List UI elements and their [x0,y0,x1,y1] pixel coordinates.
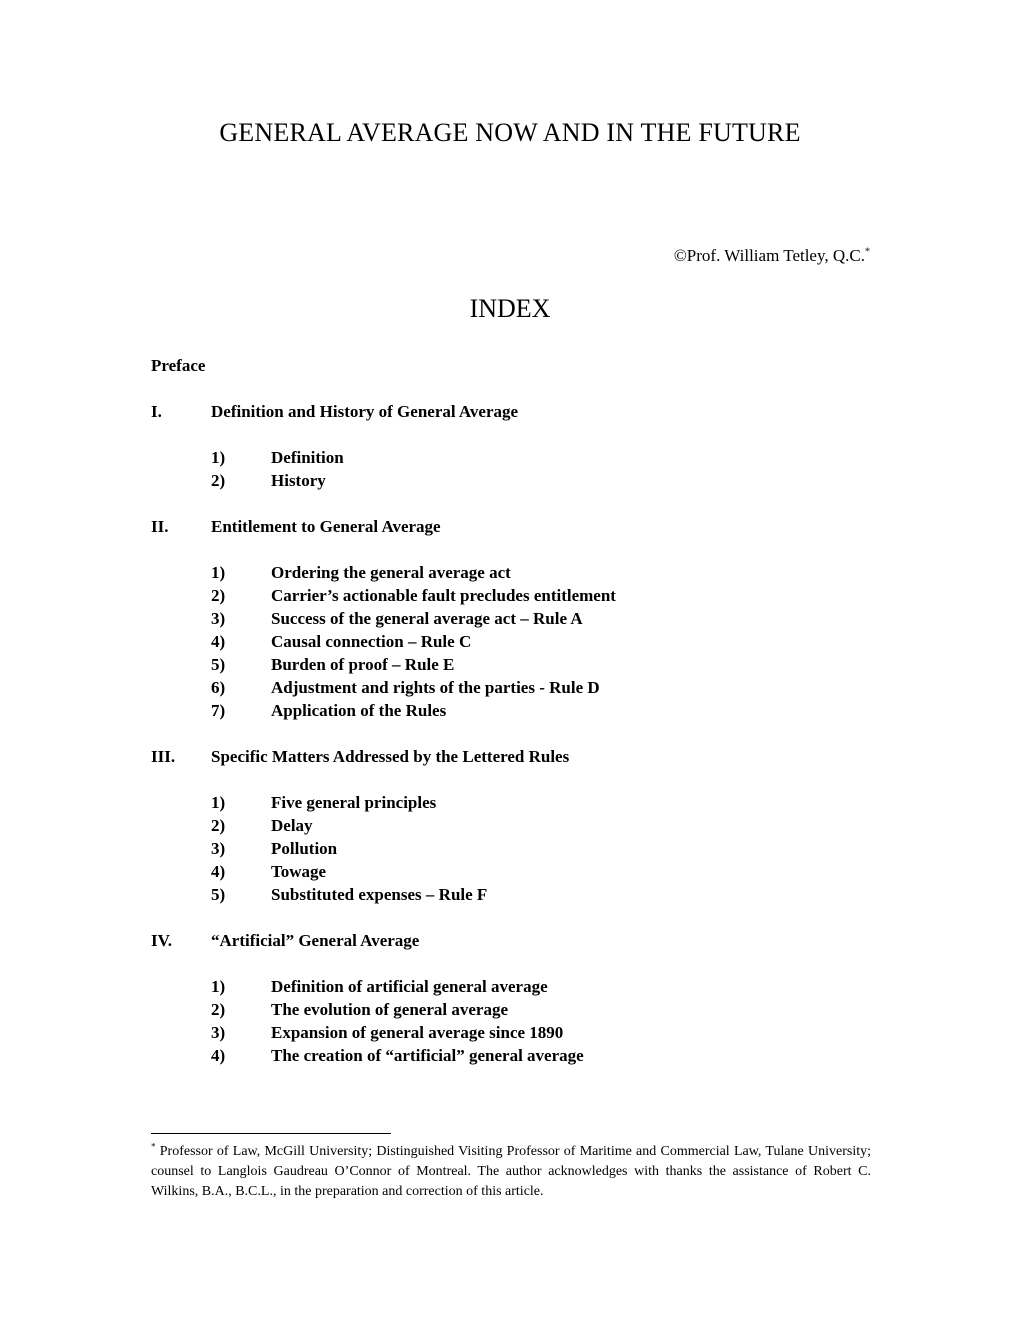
item-text: History [271,471,326,490]
section-title: “Artificial” General Average [211,931,420,950]
toc-item [151,630,871,653]
item-number: 3) [211,609,226,628]
item-number: 1) [211,793,226,812]
toc-section-heading [151,400,871,423]
section-title: Definition and History of General Average [211,402,519,421]
toc-section-3 [151,745,871,906]
index-heading: INDEX [469,294,551,323]
section-numeral: III. [151,747,176,766]
item-text: Causal connection – Rule C [271,632,472,651]
section-title: Specific Matters Addressed by the Lettered Rules [211,747,570,766]
item-text: Burden of proof – Rule E [271,655,455,674]
item-number: 5) [211,885,226,904]
section-numeral: IV. [151,931,172,950]
toc-item [151,561,871,584]
toc-item [151,676,871,699]
item-number: 4) [211,632,226,651]
toc-item [151,1021,871,1044]
item-text: The creation of “artificial” general average [271,1046,584,1065]
toc-item [151,791,871,814]
toc-item [151,699,871,722]
item-number: 2) [211,1000,226,1019]
author-footnote-mark[interactable]: * [865,246,870,258]
toc-item [151,883,871,906]
item-number: 1) [211,448,226,467]
item-number: 4) [211,862,226,881]
section-title: Entitlement to General Average [211,517,441,536]
toc-item [151,814,871,837]
item-number: 4) [211,1046,226,1065]
item-number: 3) [211,1023,226,1042]
toc-item [151,860,871,883]
item-number: 7) [211,701,226,720]
item-text: Carrier’s actionable fault precludes entitlement [271,586,616,605]
toc-item [151,998,871,1021]
footnote-text: Professor of Law, McGill University; Distinguished Visiting Professor of Maritime and Commercial Law, Tulane University; counsel to Langlois Gaudreau O’Connor of Montreal. The author acknowledges with thanks the assistance of Robert C. Wilkins, B.A., B.C.L., in the preparation and correction of this article. [151,1144,872,1199]
author-name: ©Prof. William Tetley, Q.C. [673,246,865,265]
toc-section-heading [151,515,871,538]
item-text: Delay [271,816,313,835]
item-text: Definition of artificial general average [271,977,548,996]
item-number: 2) [211,471,226,490]
section-numeral: I. [151,402,162,421]
toc-item [151,469,871,492]
footnote [151,1142,871,1202]
item-number: 1) [211,977,226,996]
item-number: 6) [211,678,226,697]
item-text: Expansion of general average since 1890 [271,1023,564,1042]
toc-item [151,837,871,860]
item-text: Application of the Rules [271,701,447,720]
item-text: Five general principles [271,793,437,812]
toc-item [151,653,871,676]
toc-section-2 [151,515,871,722]
item-text: Definition [271,448,344,467]
item-text: Substituted expenses – Rule F [271,885,488,904]
item-number: 1) [211,563,226,582]
footnote-mark: * [151,1141,156,1152]
item-number: 2) [211,816,226,835]
item-number: 3) [211,839,226,858]
toc-preface: Preface [151,356,206,375]
section-numeral: II. [151,517,169,536]
item-number: 5) [211,655,226,674]
toc-section-heading [151,745,871,768]
toc-item [151,607,871,630]
item-text: The evolution of general average [271,1000,509,1019]
item-number: 2) [211,586,226,605]
toc-section-4 [151,929,871,1067]
toc-item [151,1044,871,1067]
toc-item [151,584,871,607]
footnote-separator [151,1133,391,1134]
document-title: GENERAL AVERAGE NOW AND IN THE FUTURE [219,118,801,147]
author-line [674,246,870,266]
item-text: Success of the general average act – Rule A [271,609,583,628]
toc-item [151,446,871,469]
toc-section-1 [151,400,871,492]
item-text: Adjustment and rights of the parties - Rule D [271,678,600,697]
toc-item [151,975,871,998]
table-of-contents [151,354,871,1090]
item-text: Towage [271,862,327,881]
toc-section-heading [151,929,871,952]
item-text: Ordering the general average act [271,563,511,582]
item-text: Pollution [271,839,338,858]
